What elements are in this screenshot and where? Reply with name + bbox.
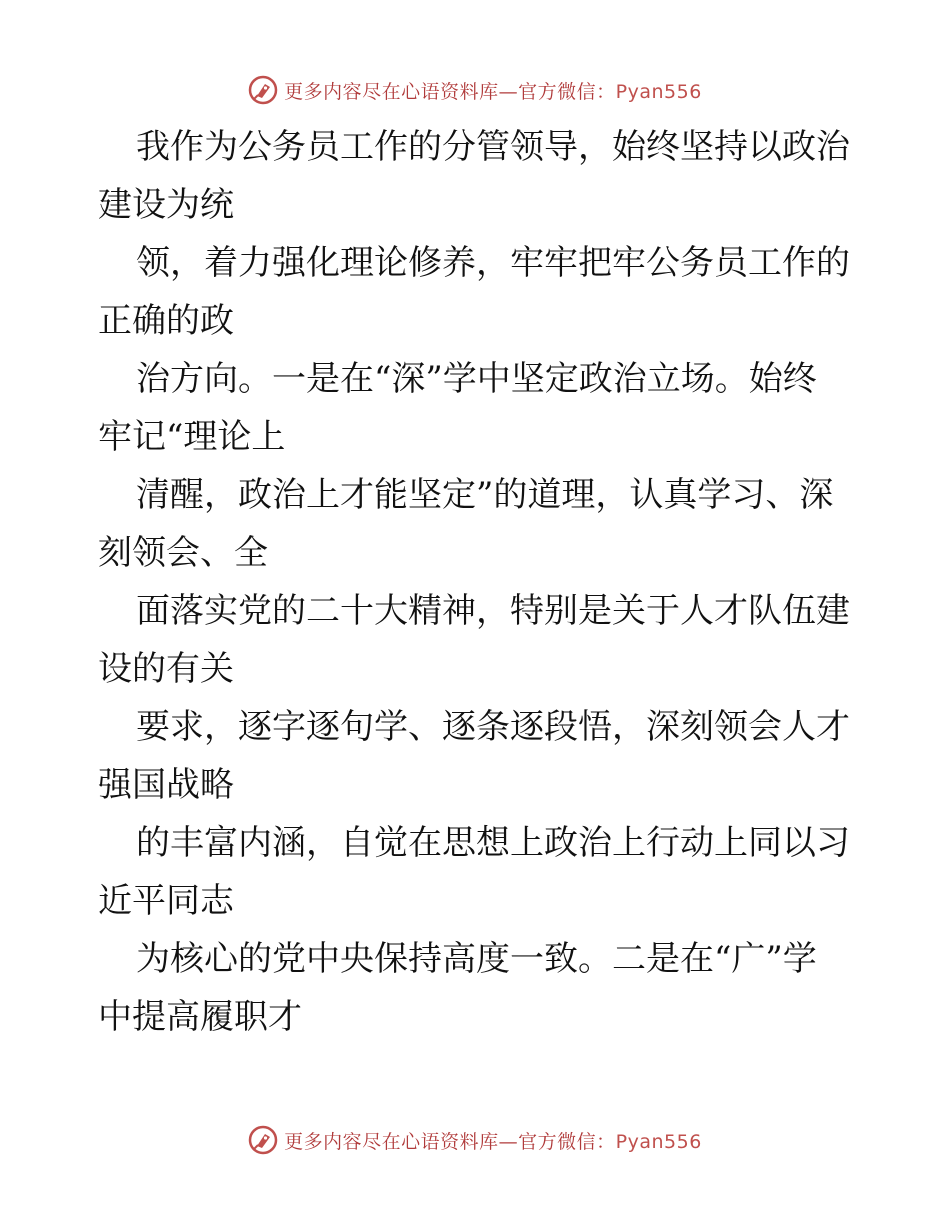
paragraph-line: 治方向。一是在“深”学中坚定政治立场。始终 <box>136 359 817 399</box>
footer-banner-label: 更多内容尽在心语资料库—官方微信： <box>284 1130 616 1153</box>
paragraph-line-continuation: 牢记“理论上 <box>98 417 286 457</box>
paragraph-line-continuation: 设的有关 <box>98 649 234 689</box>
paragraph-line-continuation: 正确的政 <box>98 301 234 341</box>
footer-banner-text <box>284 1127 702 1154</box>
paragraph-line-continuation: 近平同志 <box>98 881 234 921</box>
paragraph-line-pair <box>98 466 858 582</box>
header-wechat-id: Pyan556 <box>615 80 702 103</box>
paragraph-line: 要求，逐字逐句学、逐条逐段悟，深刻领会人才 <box>136 707 850 747</box>
paragraph-line: 为核心的党中央保持高度一致。二是在“广”学 <box>136 939 817 979</box>
paragraph-line-pair <box>98 930 858 1046</box>
paragraph-line: 的丰富内涵，自觉在思想上政治上行动上同以习 <box>136 823 850 863</box>
paragraph-line-pair <box>98 234 858 350</box>
paragraph-line: 清醒，政治上才能坚定”的道理，认真学习、深 <box>136 475 834 515</box>
paragraph-line-continuation: 强国战略 <box>98 765 234 805</box>
paragraph-line: 面落实党的二十大精神，特别是关于人才队伍建 <box>136 591 850 631</box>
header-banner <box>0 70 950 110</box>
paragraph-line: 我作为公务员工作的分管领导，始终坚持以政治 <box>136 127 850 167</box>
paragraph-line-pair <box>98 698 858 814</box>
paragraph-line-pair <box>98 582 858 698</box>
paragraph-line: 领，着力强化理论修养，牢牢把牢公务员工作的 <box>136 243 850 283</box>
paragraph-line-pair <box>98 814 858 930</box>
paragraph-line-pair <box>98 350 858 466</box>
paragraph-line-continuation: 中提高履职才 <box>98 997 302 1037</box>
footer-wechat-id: Pyan556 <box>615 1130 702 1153</box>
footer-banner <box>0 1120 950 1160</box>
document-body <box>98 118 858 1046</box>
paragraph-line-continuation: 刻领会、全 <box>98 533 268 573</box>
paragraph-line-continuation: 建设为统 <box>98 185 234 225</box>
header-banner-text <box>284 77 702 104</box>
paragraph-line-pair <box>98 118 858 234</box>
pen-nib-logo-icon <box>248 1125 278 1155</box>
header-banner-label: 更多内容尽在心语资料库—官方微信： <box>284 80 616 103</box>
pen-nib-logo-icon <box>248 75 278 105</box>
